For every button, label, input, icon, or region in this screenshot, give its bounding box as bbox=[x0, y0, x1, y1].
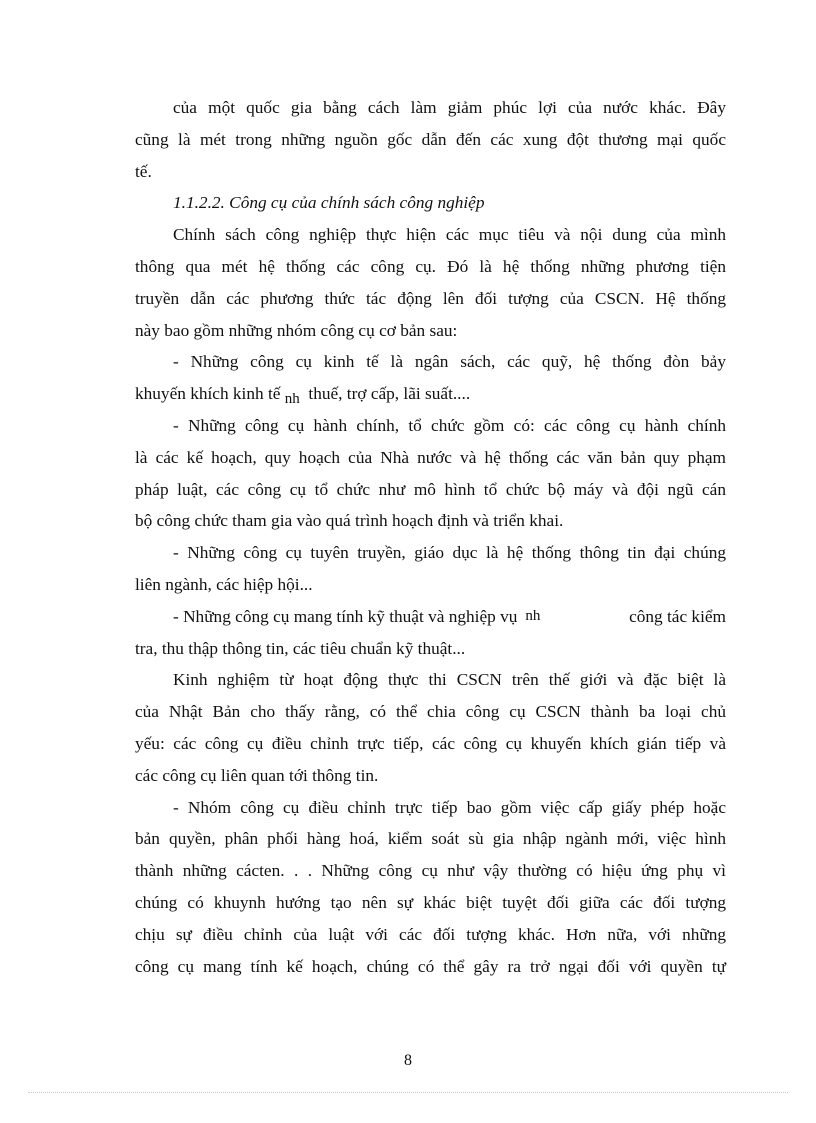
text-line: của một quốc gia bằng cách làm giảm phúc lợi của nước khác. Đây bbox=[173, 98, 726, 117]
text-line: là các kế hoạch, quy hoạch của Nhà nước và hệ thống các văn bản quy phạm bbox=[135, 447, 726, 467]
text-line bbox=[135, 378, 726, 410]
text-line: chúng có khuynh hướng tạo nên sự khác biệt tuyệt đối giữa các đối tượng bbox=[135, 892, 726, 912]
text-line: yếu: các công cụ điều chỉnh trực tiếp, các công cụ khuyến khích gián tiếp và bbox=[135, 733, 726, 753]
text-line: bộ công chức tham gia vào quá trình hoạch định và triển khai. bbox=[135, 511, 564, 531]
text-line: của Nhật Bản cho thấy rằng, có thể chia công cụ CSCN thành ba loại chủ bbox=[135, 702, 726, 722]
text-line: bản quyền, phân phối hàng hoá, kiểm soát sù gia nhập ngành mới, việc hình bbox=[135, 829, 726, 849]
text-line: tra, thu thập thông tin, các tiêu chuẩn kỹ thuật... bbox=[135, 638, 466, 658]
text-line: thành những cácten. . . Những công cụ như vậy thường có hiệu ứng phụ vì bbox=[135, 861, 726, 881]
text-line: - Những công cụ hành chính, tổ chức gồm có: các công cụ hành chính bbox=[173, 415, 726, 435]
text-line: Chính sách công nghiệp thực hiện các mục tiêu và nội dung của mình bbox=[173, 225, 726, 245]
text-line: công cụ mang tính kế hoạch, chúng có thể gây ra trở ngại đối với quyền tự bbox=[135, 956, 726, 976]
text-line: pháp luật, các công cụ tổ chức như mô hình tổ chức bộ máy và đội ngũ cán bbox=[135, 479, 726, 499]
text-fragment: thuế, trợ cấp, lãi suất.... bbox=[308, 384, 471, 404]
text-line: tế. bbox=[135, 161, 152, 181]
text-line: - Những công cụ tuyên truyền, giáo dục là hệ thống thông tin đại chúng bbox=[173, 543, 726, 563]
subscript-fragment: nh bbox=[525, 607, 541, 624]
text-line: cũng là mét trong những nguồn gốc dẫn đến các xung đột thương mại quốc bbox=[135, 129, 726, 149]
text-fragment: - Những công cụ mang tính kỹ thuật và nghiệp vụ bbox=[173, 606, 518, 626]
text-fragment: khuyến khích kinh tế bbox=[135, 384, 281, 404]
subscript-fragment: nh bbox=[284, 391, 300, 408]
text-line: các công cụ liên quan tới thông tin. bbox=[135, 765, 379, 785]
text-line: thông qua mét hệ thống các công cụ. Đó là hệ thống những phương tiện bbox=[135, 256, 726, 276]
page-bottom-divider bbox=[28, 1092, 788, 1093]
text-line: này bao gồm những nhóm công cụ cơ bản sau: bbox=[135, 320, 458, 340]
text-line: chịu sự điều chỉnh của luật với các đối tượng khác. Hơn nữa, với những bbox=[135, 924, 726, 944]
text-line: - Những công cụ kinh tế là ngân sách, các quỹ, hệ thống đòn bảy bbox=[173, 352, 726, 372]
text-fragment: công tác kiểm bbox=[629, 606, 726, 626]
text-line: liên ngành, các hiệp hội... bbox=[135, 574, 313, 594]
text-line: Kinh nghiệm từ hoạt động thực thi CSCN trên thế giới và đặc biệt là bbox=[173, 670, 726, 690]
page-body bbox=[135, 92, 726, 982]
text-line: truyền dẫn các phương thức tác động lên đối tượng của CSCN. Hệ thống bbox=[135, 288, 726, 308]
text-line bbox=[135, 601, 726, 633]
section-heading: 1.1.2.2. Công cụ của chính sách công nghiệp bbox=[173, 193, 485, 213]
text-line: - Nhóm công cụ điều chỉnh trực tiếp bao gồm việc cấp giấy phép hoặc bbox=[173, 797, 726, 817]
page-number: 8 bbox=[404, 1052, 412, 1069]
